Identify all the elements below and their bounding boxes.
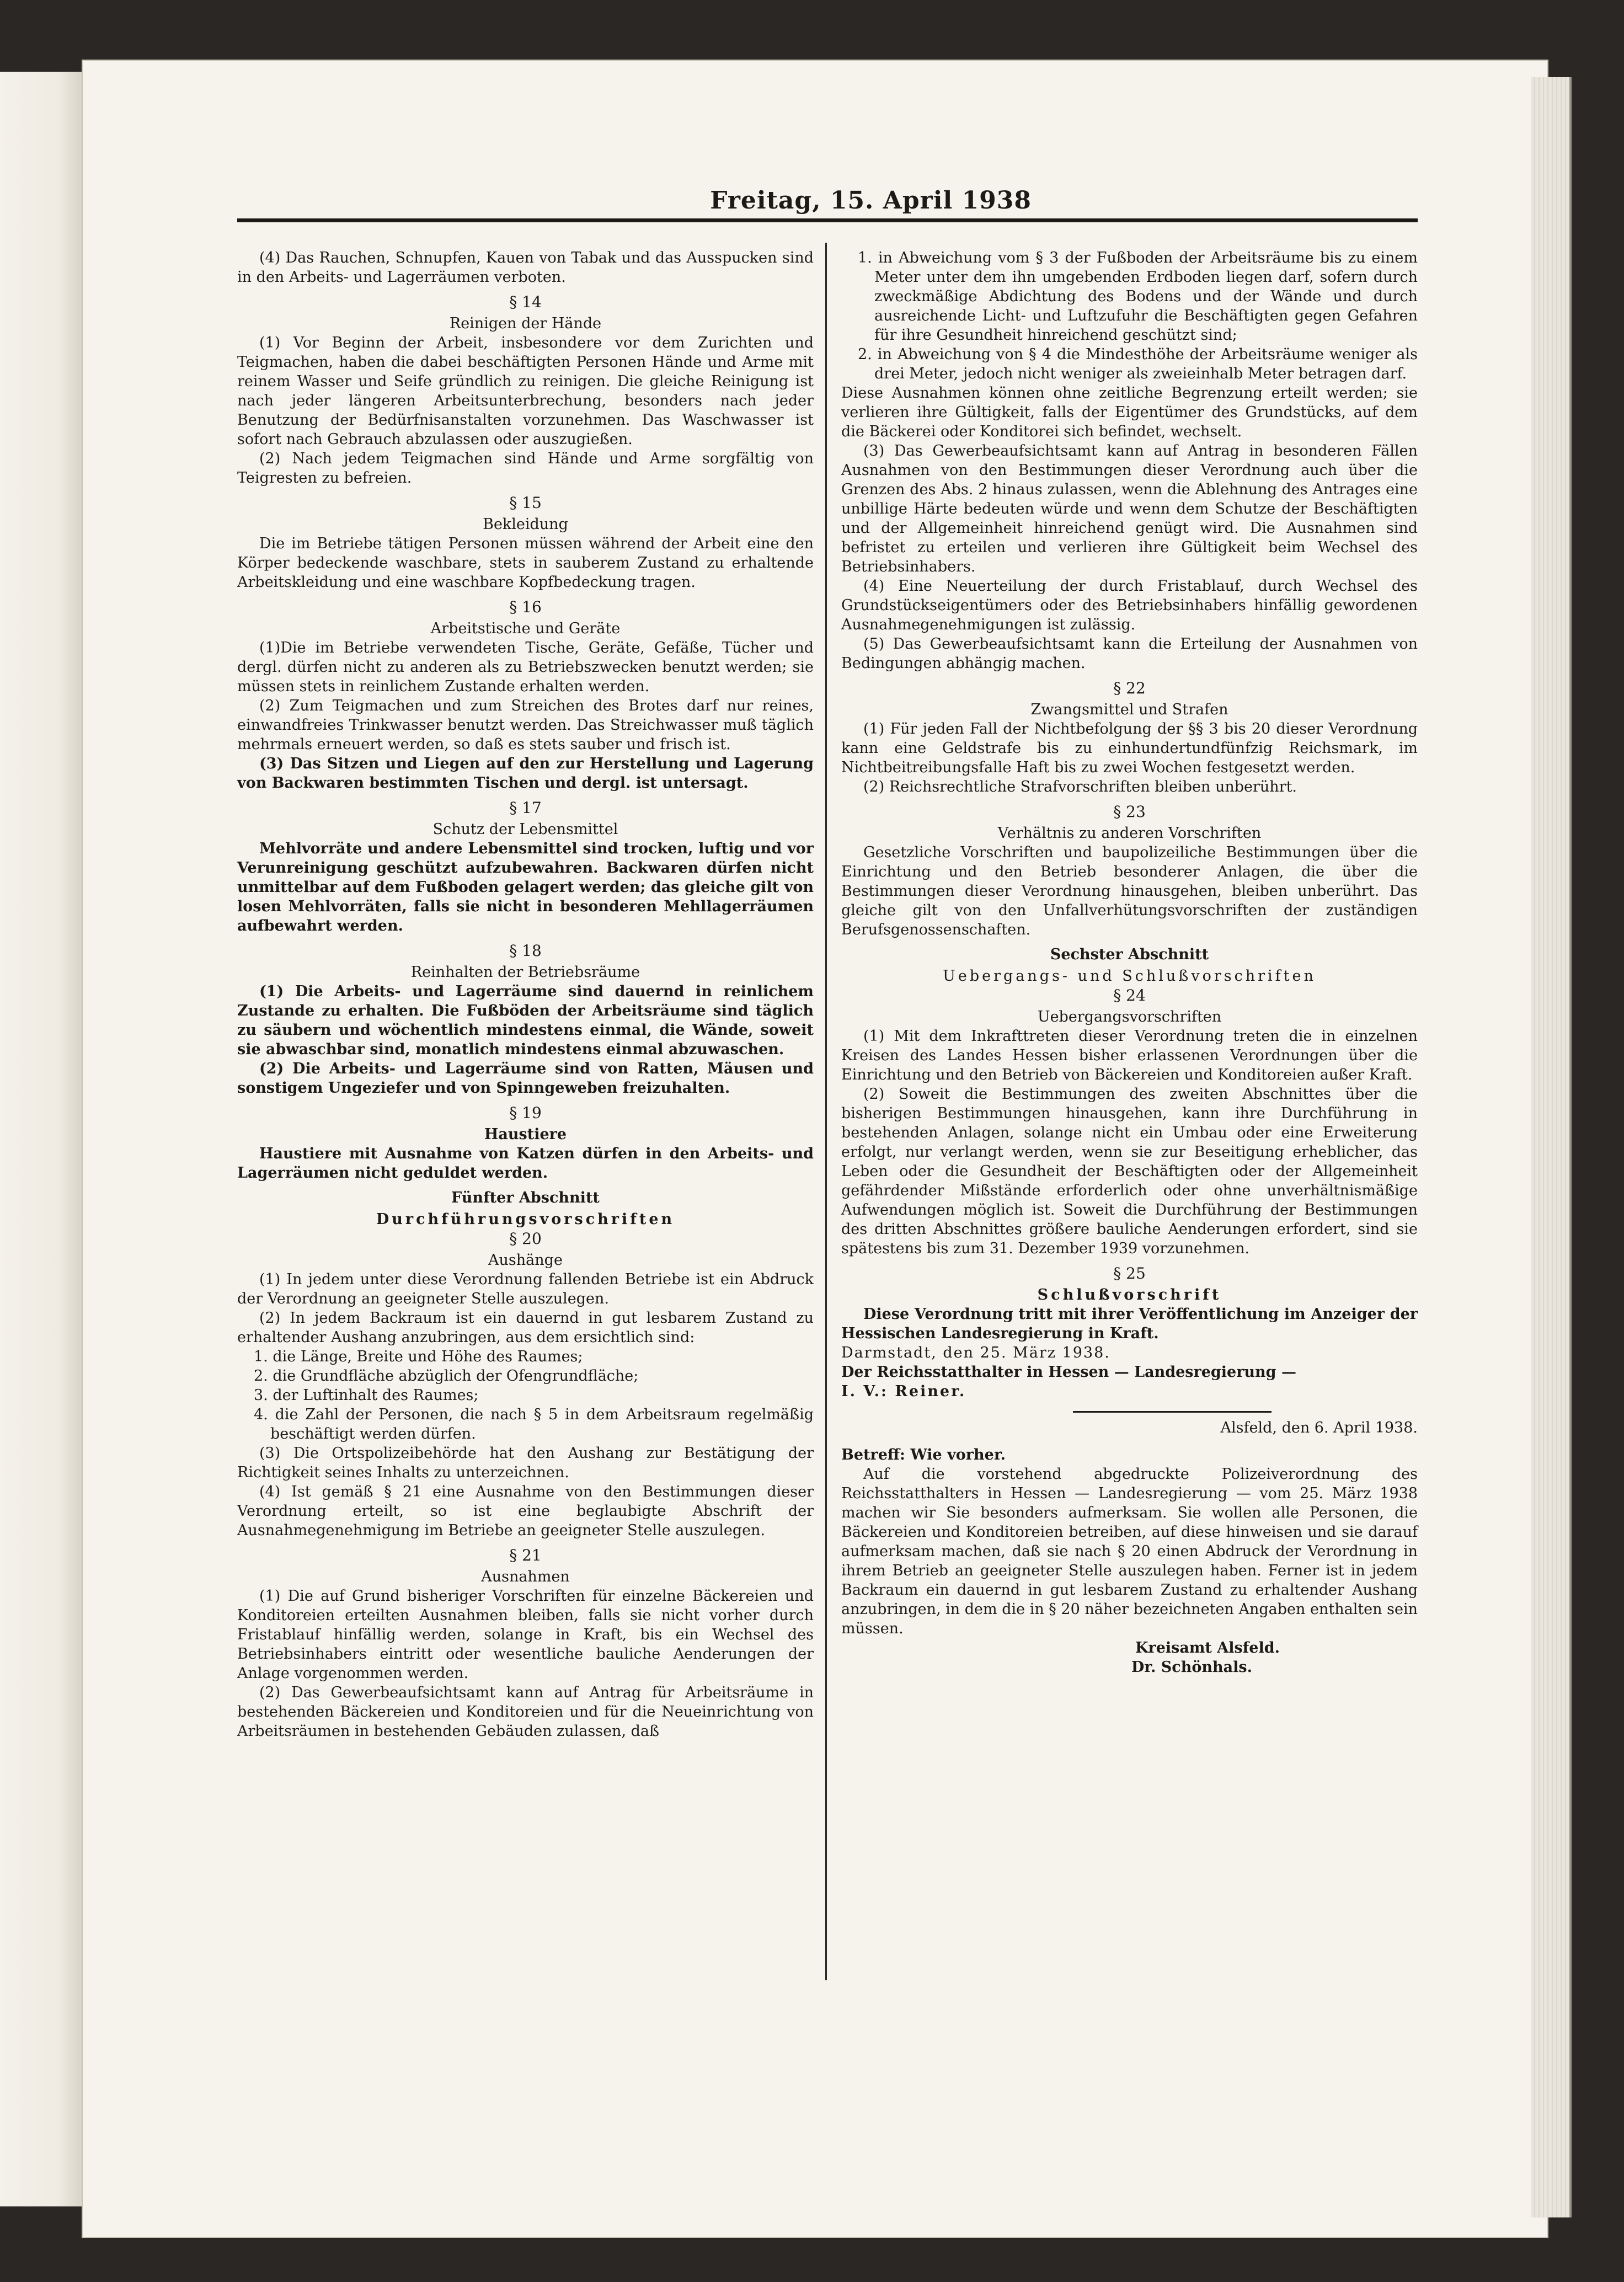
paragraph: (2) Soweit die Bestimmungen des zweiten Abschnittes über die bisherigen Bestimmungen hinausgehen, kann ihre Durchführung in bestehenden Anlagen, solange nicht ein Umbau oder eine Erweiterung erfolgt, nur verlangt werden, wenn sie zur Beseitigung erheblicher, das Leben oder die Gesundheit der Beschäftigten oder der Allgemeinheit gefährdender Mißstände erforderlich oder ohne unverhältnismäßige Aufwendungen möglich ist. Soweit die Durchführung der Bestimmungen des dritten Abschnittes größere bauliche Aenderungen erfordert, sind sie spätestens bis zum 31. Dezember 1939 vorzunehmen. [841,1086,1418,1257]
subject-line: Betreff: Wie vorher. [841,1446,1006,1463]
paragraph: (1) Die auf Grund bisheriger Vorschriften für einzelne Bäckereien und Konditoreien erteilten Ausnahmen bleiben, falls sie nicht vorher durch Fristablauf hinfällig werden, solange in Kraft, bis ein Wechsel des Betriebsinhabers eintritt oder wesentliche bauliche Aenderungen der Anlage vorgenommen werden. [237,1588,814,1682]
official-signature: Dr. Schönhals. [1131,1659,1252,1676]
chapter-title: Durchführungsvorschriften [376,1211,675,1228]
section-number: § 21 [509,1546,542,1564]
paragraph: (3) Das Gewerbeaufsichtsamt kann auf Antrag in besonderen Fällen Ausnahmen von den Bestimmungen dieser Verordnung auch über die Grenzen des Abs. 2 hinaus zulassen, wenn die Ablehnung des Antrages eine unbillige Härte bedeuten würde und wenn dem Schutze der Beschäftigten und der Allgemeinheit hinreichend genügt wird. Die Ausnahmen sind befristet zu erteilen und verlieren ihre Gültigkeit beim Wechsel des Betriebsinhabers. [841,442,1418,575]
section-number: § 24 [1113,986,1146,1004]
paragraph: Diese Verordnung tritt mit ihrer Veröffentlichung im Anzeiger der Hessischen Landesregierung in Kraft. [841,1306,1418,1342]
paragraph: (1)Die im Betriebe verwendeten Tische, Geräte, Gefäße, Tücher und dergl. dürfen nicht zu anderen als zu Betriebszwecken benutzt werden; sie müssen stets in reinlichem Zustande erhalten werden. [237,639,814,695]
paragraph: (4) Eine Neuerteilung der durch Fristablauf, durch Wechsel des Grundstückseigentümers oder des Betriebsinhabers hinfällig gewordenen Ausnahmegenehmigungen ist zulässig. [841,578,1418,633]
column-divider [825,243,827,1980]
page-stack-edge [1531,77,1572,2217]
paragraph: (2) In jedem Backraum ist ein dauernd in gut lesbarem Zustand zu erhaltender Aushang anzubringen, aus dem ersichtlich sind: [237,1310,814,1346]
paragraph: (2) Zum Teigmachen und zum Streichen des Brotes darf nur reines, einwandfreies Trinkwasser benutzt werden. Das Streichwasser muß täglich mehrmals erneuert werden, so daß es stets sauber und frisch ist. [237,697,814,753]
section-title: Zwangsmittel und Strafen [1030,701,1228,718]
section-title: Reinigen der Hände [449,315,602,332]
section-number: § 17 [509,799,542,817]
paragraph: Haustiere mit Ausnahme von Katzen dürfen in den Arbeits- und Lagerräumen nicht geduldet werden. [237,1145,814,1182]
signer: I. V.: Reiner. [841,1383,966,1400]
paragraph: Gesetzliche Vorschriften und baupolizeiliche Bestimmungen über die Einrichtung und den Betrieb besonderer Anlagen, die über die Bestimmungen dieser Verordnung hinausgehen, bleiben unberührt. Das gleiche gilt von den Unfallverhütungsvorschriften der zuständigen Berufsgenossenschaften. [841,844,1418,938]
paragraph: (1) Die Arbeits- und Lagerräume sind dauernd in reinlichem Zustande zu erhalten. Die Fußböden der Arbeitsräume sind täglich zu säubern und wöchentlich mindestens einmal, die Wände, soweit sie abwaschbar sind, monatlich mindestens einmal abzuwaschen. [237,983,814,1058]
paragraph: (2) Die Arbeits- und Lagerräume sind von Ratten, Mäusen und sonstigem Ungeziefer und von Spinngeweben freizuhalten. [237,1060,814,1097]
section-title: Schlußvorschrift [1037,1286,1222,1303]
issuing-authority: Der Reichsstatthalter in Hessen — Landesregierung — [841,1364,1296,1381]
spacer [841,1437,1418,1445]
section-number: § 18 [509,942,542,960]
right-column [841,248,1418,1677]
section-number: § 15 [509,494,542,512]
page-header [237,188,1418,226]
section-title: Verhältnis zu anderen Vorschriften [997,825,1262,842]
paragraph: Die im Betriebe tätigen Personen müssen während der Arbeit eine den Körper bedeckende waschbare, stets in sauberem Zustand zu erhaltende Arbeitskleidung und eine waschbare Kopfbedeckung tragen. [237,535,814,591]
office-name: Kreisamt Alsfeld. [1135,1639,1280,1656]
paragraph: (1) Für jeden Fall der Nichtbefolgung der §§ 3 bis 20 dieser Verordnung kann eine Geldstrafe bis zu einhundertundfünfzig Reichsmark, im Nichtbeitreibungsfalle Haft bis zu zwei Wochen festgesetzt werden. [841,720,1418,776]
section-title: Uebergangsvorschriften [1037,1008,1222,1025]
paragraph: (1) Vor Beginn der Arbeit, insbesondere vor dem Zurichten und Teigmachen, haben die dabei beschäftigten Personen Hände und Arme mit reinem Wasser und Seife gründlich zu reinigen. Die gleiche Reinigung ist nach jeder längeren Arbeitsunterbrechung, besonders nach jeder Benutzung der Bedürfnisanstalten vorzunehmen. Das Waschwasser ist sofort nach Gebrauch abzulassen oder auszugießen. [237,334,814,448]
paragraph: (2) Das Gewerbeaufsichtsamt kann auf Antrag für Arbeitsräume in bestehenden Bäckereien und Konditoreien und für die Neueinrichtung von Arbeitsräumen in bestehenden Gebäuden zulassen, daß [237,1684,814,1740]
paragraph: Diese Ausnahmen können ohne zeitliche Begrenzung erteilt werden; sie verlieren ihre Gültigkeit, falls der Eigentümer des Grundstücks, auf dem die Bäckerei oder Konditorei sich befindet, wechselt. [841,384,1418,440]
list-item: 1. in Abweichung vom § 3 der Fußboden der Arbeitsräume bis zu einem Meter unter dem ihn umgebenden Erdboden liegen darf, sofern durch zweckmäßige Abdichtung des Bodens und der Wände und durch ausreichende Licht- und Luftzufuhr die Beschäftigten gegen Gefahren für ihre Gesundheit hinreichend geschützt sind; [858,249,1418,344]
header-rule [237,218,1418,222]
paragraph: (5) Das Gewerbeaufsichtsamt kann die Erteilung der Ausnahmen von Bedingungen abhängig machen. [841,635,1418,672]
paragraph: (1) In jedem unter diese Verordnung fallenden Betriebe ist ein Abdruck der Verordnung an geeigneter Stelle auszulegen. [237,1271,814,1307]
section-number: § 14 [509,293,542,311]
paragraph: Auf die vorstehend abgedruckte Polizeiverordnung des Reichsstatthalters in Hessen — Landesregierung — vom 25. März 1938 machen wir Sie besonders aufmerksam. Sie wollen alle Personen, die Bäckereien und Konditoreien betreiben, auf diese hinweisen und sie darauf aufmerksam machen, daß sie nach § 20 einen Abdruck der Verordnung in ihrem Betrieb an geeigneter Stelle auszulegen haben. Ferner ist in jedem Backraum ein dauernd in gut lesbarem Zustand zu erhaltender Aushang anzubringen, in dem die in § 20 näher bezeichneten Angaben enthalten sein müssen. [841,1466,1418,1637]
section-number: § 20 [509,1230,542,1248]
list-item: 2. die Grundfläche abzüglich der Ofengrundfläche; [254,1367,639,1385]
list-item: 4. die Zahl der Personen, die nach § 5 in dem Arbeitsraum regelmäßig beschäftigt werden dürfen. [254,1406,814,1442]
paragraph: (1) Mit dem Inkrafttreten dieser Verordnung treten die in einzelnen Kreisen des Landes Hessen bisher erlassenen Verordnungen über die Einrichtung und den Betrieb von Bäckereien und Konditoreien außer Kraft. [841,1028,1418,1083]
paragraph: Mehlvorräte und andere Lebensmittel sind trocken, luftig und vor Verunreinigung geschützt aufzubewahren. Backwaren dürfen nicht unmittelbar auf dem Fußboden gelagert werden; das gleiche gilt von losen Mehlvorräten, falls sie nicht in besonderen Mehllagerräumen aufbewahrt werden. [237,840,814,934]
left-column [237,248,814,1741]
list-item: 2. in Abweichung von § 4 die Mindesthöhe der Arbeitsräume weniger als drei Meter, jedoch nicht weniger als zweieinhalb Meter betragen darf. [858,346,1418,382]
header-date: Freitag, 15. April 1938 [710,186,1032,215]
section-number: § 25 [1113,1264,1146,1282]
paragraph: (3) Das Sitzen und Liegen auf den zur Herstellung und Lagerung von Backwaren bestimmten Tischen und dergl. ist untersagt. [237,755,814,792]
chapter-heading: Sechster Abschnitt [1050,946,1209,963]
paragraph: (4) Ist gemäß § 21 eine Ausnahme von den Bestimmungen dieser Verordnung erteilt, so ist eine beglaubigte Abschrift der Ausnahmegenehmigung im Betriebe an geeigneter Stelle auszulegen. [237,1483,814,1539]
left-page-edge [0,72,83,2206]
signature-rule [1073,1411,1272,1413]
chapter-title: Uebergangs- und Schlußvorschriften [943,968,1316,985]
list-item: 3. der Luftinhalt des Raumes; [254,1387,479,1404]
paragraph: (3) Die Ortspolizeibehörde hat den Aushang zur Bestätigung der Richtigkeit seines Inhalts zu unterzeichnen. [237,1445,814,1481]
chapter-heading: Fünfter Abschnitt [451,1189,600,1206]
section-number: § 19 [509,1104,542,1122]
alsfeld-date: Alsfeld, den 6. April 1938. [1220,1419,1418,1436]
place-date: Darmstadt, den 25. März 1938. [841,1344,1110,1361]
list-item: 1. die Länge, Breite und Höhe des Raumes; [254,1348,583,1365]
section-number: § 22 [1113,679,1146,697]
section-title: Bekleidung [483,516,568,533]
paragraph: (4) Das Rauchen, Schnupfen, Kauen von Tabak und das Ausspucken sind in den Arbeits- und Lagerräumen verboten. [237,249,814,286]
paragraph: (2) Nach jedem Teigmachen sind Hände und Arme sorgfältig von Teigresten zu befreien. [237,450,814,487]
section-title: Schutz der Lebensmittel [432,821,618,838]
section-number: § 16 [509,598,542,616]
section-title: Reinhalten der Betriebsräume [410,964,640,981]
section-title: Haustiere [484,1126,567,1143]
paragraph: (2) Reichsrechtliche Strafvorschriften bleiben unberührt. [863,778,1297,795]
section-title: Aushänge [488,1252,563,1269]
section-title: Arbeitstische und Geräte [430,620,621,637]
page-content [237,188,1418,1991]
section-number: § 23 [1113,803,1146,821]
section-title: Ausnahmen [481,1568,570,1585]
